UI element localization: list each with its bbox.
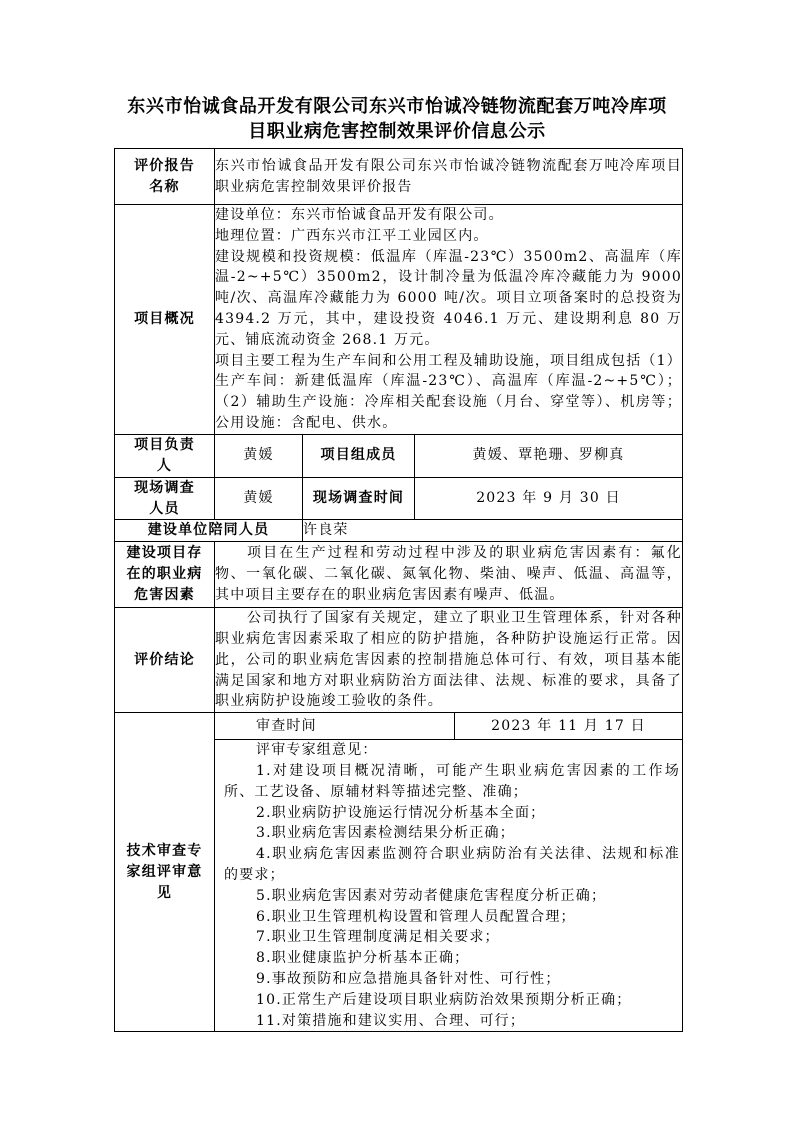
review-opinion-item: 6.职业卫生管理机构设置和管理人员配置合理； xyxy=(256,908,576,925)
survey-staff-label: 现场调查 人员 xyxy=(115,477,215,520)
info-table xyxy=(114,148,683,1032)
row-escort xyxy=(115,520,683,542)
review-content xyxy=(215,713,683,1032)
review-opinion-item: 2.职业病防护设施运行情况分析基本全面； xyxy=(256,804,546,821)
survey-time-value: 2023 年 9 月 30 日 xyxy=(415,477,683,520)
review-opinion-item: 9.事故预防和应急措施具备针对性、可行性； xyxy=(256,970,561,987)
row-conclusion xyxy=(115,608,683,713)
survey-time-label: 现场调查时间 xyxy=(303,477,415,520)
row-team xyxy=(115,434,683,477)
conclusion-label: 评价结论 xyxy=(115,608,215,713)
project-leader-value: 黄媛 xyxy=(215,434,303,477)
review-opinion-item: 7.职业卫生管理制度满足相关要求； xyxy=(256,929,500,946)
escort-value: 许良荣 xyxy=(303,520,683,542)
project-leader-label: 项目负责 人 xyxy=(115,434,215,477)
row-survey xyxy=(115,477,683,520)
review-opinion-heading: 评审专家组意见： xyxy=(256,742,378,759)
row-overview xyxy=(115,205,683,435)
page-title: 东兴市怡诚食品开发有限公司东兴市怡诚冷链物流配套万吨冷库项目职业病危害控制效果评价信息公示 xyxy=(127,96,667,142)
overview-label: 项目概况 xyxy=(115,205,215,435)
overview-paragraph: 建设单位：东兴市怡诚食品开发有限公司。 xyxy=(215,207,504,223)
conclusion-content xyxy=(215,608,683,713)
report-name-label: 评价报告 名称 xyxy=(115,149,215,205)
overview-paragraph: 建设规模和投资规模：低温库（库温-23℃）3500m2、高温库（库温-2~+5℃）3500m2，设计制冷量为低温冷库冷藏能力为 9000 吨/次、高温库冷藏能力为 6000 吨/次。项目立项备案时的总投资为 4394.2 万元，其中，建设投资 4046.1 万元、建设期利息 80 万元、铺底流动资金 268.1 万元。 xyxy=(215,248,682,348)
team-members-value: 黄媛、覃艳珊、罗柳真 xyxy=(415,434,683,477)
review-opinions xyxy=(215,740,682,1031)
review-opinion-item: 11.对策措施和建议实用、合理、可行； xyxy=(256,1012,526,1029)
team-members-label: 项目组成员 xyxy=(303,434,415,477)
overview-paragraph: 地理位置：广西东兴市江平工业园区内。 xyxy=(215,227,489,244)
review-label: 技术审查专 家组评审意 见 xyxy=(115,713,215,1032)
review-time-label: 审查时间 xyxy=(215,713,455,739)
review-opinion-item: 5.职业病危害因素对劳动者健康危害程度分析正确； xyxy=(256,887,607,904)
overview-content xyxy=(215,205,683,435)
conclusion-text: 公司执行了国家有关规定，建立了职业卫生管理体系，针对各种职业病危害因素采取了相应的防护措施，各种防护设施运行正常。因此，公司的职业病危害因素的控制措施总体可行、有效，项目基本能满足国家和地方对职业病防治方面法律、法规、标准的要求，具备了职业病防护设施竣工验收的条件。 xyxy=(215,610,682,710)
review-time-row xyxy=(215,713,682,740)
hazards-label: 建设项目存 在的职业病 危害因素 xyxy=(115,542,215,608)
overview-paragraph: 项目主要工程为生产车间和公用工程及辅助设施，项目组成包括（1）生产车间：新建低温库（库温-23℃）、高温库（库温-2~+5℃）；（2）辅助生产设施：冷库相关配套设施（月台、穿堂等）、机房等；公用设施：含配电、供水。 xyxy=(215,352,682,431)
row-hazards xyxy=(115,542,683,608)
hazards-text: 项目在生产过程和劳动过程中涉及的职业病危害因素有：氟化物、一氧化碳、二氧化碳、氮氧化物、柴油、噪声、低温、高温等，其中项目主要存在的职业病危害因素有噪声、低温。 xyxy=(215,545,682,604)
review-time-value: 2023 年 11 月 17 日 xyxy=(491,717,646,734)
hazards-content xyxy=(215,542,683,608)
report-name-value: 东兴市怡诚食品开发有限公司东兴市怡诚冷链物流配套万吨冷库项目职业病危害控制效果评价报告 xyxy=(215,149,683,205)
review-opinion-item: 3.职业病危害因素检测结果分析正确； xyxy=(256,825,515,842)
review-opinion-item: 8.职业健康监护分析基本正确； xyxy=(256,950,470,967)
escort-label: 建设单位陪同人员 xyxy=(115,520,303,542)
survey-staff-value: 黄媛 xyxy=(215,477,303,520)
review-opinion-item: 4.职业病危害因素监测符合职业病防治有关法律、法规和标准的要求； xyxy=(224,846,680,883)
row-review xyxy=(115,713,683,1032)
review-opinion-item: 1.对建设项目概况清晰，可能产生职业病危害因素的工作场所、工艺设备、原辅材料等描述完整、准确； xyxy=(224,762,680,800)
row-report-name xyxy=(115,149,683,205)
review-opinion-item: 10.正常生产后建设项目职业病防治效果预期分析正确； xyxy=(256,991,632,1008)
